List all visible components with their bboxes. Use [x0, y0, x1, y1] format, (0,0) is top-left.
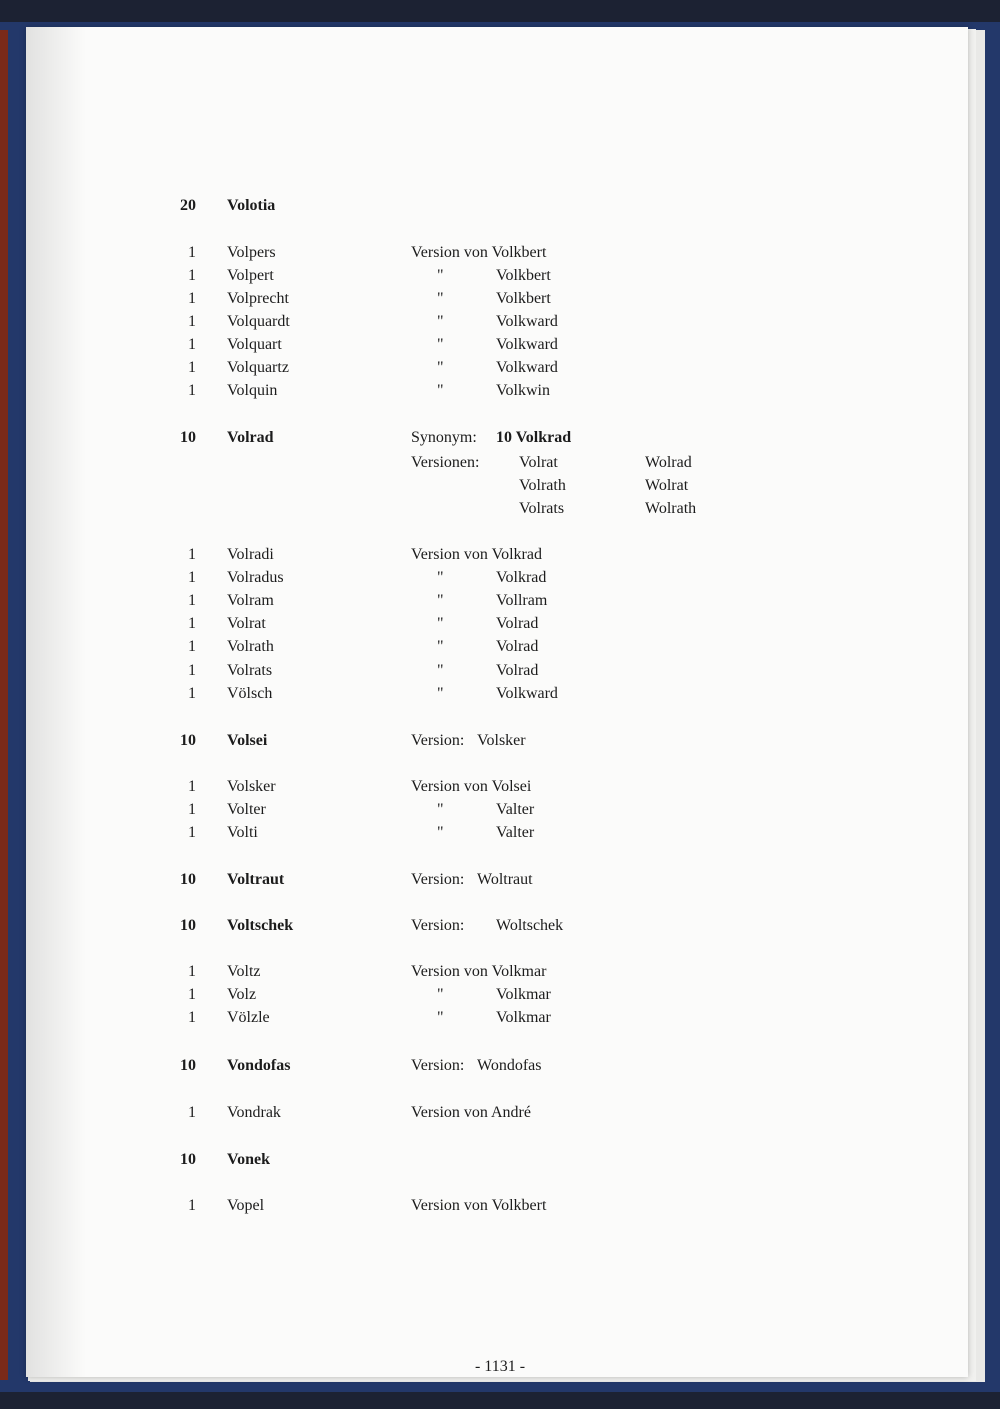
versions-row — [0, 476, 1000, 498]
entry-name: Volsker — [227, 778, 276, 795]
entry-count: 1 — [188, 546, 196, 563]
entry-description: Version von Volkmar — [411, 963, 547, 980]
synonym-label: Synonym: — [411, 429, 477, 446]
versions-row — [0, 499, 1000, 521]
entry-row — [0, 1103, 1000, 1125]
version-name: Wolrat — [645, 477, 689, 494]
versions-label: Versionen: — [411, 454, 480, 471]
entry-row — [0, 731, 1000, 753]
ditto-mark: " — [437, 569, 444, 586]
version-name: Wolrad — [645, 454, 692, 471]
entry-row — [0, 381, 1000, 403]
entry-count: 1 — [188, 267, 196, 284]
entry-count: 1 — [188, 1104, 196, 1121]
ditto-mark: " — [437, 592, 444, 609]
ditto-mark: " — [437, 638, 444, 655]
entry-count: 1 — [188, 244, 196, 261]
version-name: Wolrath — [645, 500, 697, 517]
version-name: Volrat — [519, 454, 558, 471]
entry-name: Voltz — [227, 963, 261, 980]
entry-count: 10 — [180, 732, 196, 749]
entry-reference: Volkwin — [496, 382, 550, 399]
entry-row — [0, 545, 1000, 567]
ditto-mark: " — [437, 801, 444, 818]
entry-count: 1 — [188, 569, 196, 586]
ditto-mark: " — [437, 336, 444, 353]
entry-count: 1 — [188, 986, 196, 1003]
entry-name: Volotia — [227, 197, 276, 214]
entry-reference: Woltraut — [477, 871, 533, 888]
entry-count: 10 — [180, 1057, 196, 1074]
entry-row — [0, 335, 1000, 357]
entry-row — [0, 568, 1000, 590]
entry-count: 1 — [188, 359, 196, 376]
entry-row — [0, 637, 1000, 659]
entry-name: Vonek — [227, 1151, 270, 1168]
entry-count: 1 — [188, 638, 196, 655]
entry-row — [0, 777, 1000, 799]
entry-reference: Volkrad — [496, 569, 547, 586]
entry-reference: Volkward — [496, 313, 558, 330]
entry-description: Version von Volkrad — [411, 546, 542, 563]
entry-count: 1 — [188, 336, 196, 353]
entry-name: Volpert — [227, 267, 274, 284]
entry-row — [0, 916, 1000, 938]
entry-row — [0, 823, 1000, 845]
entry-row — [0, 962, 1000, 984]
entry-count: 1 — [188, 290, 196, 307]
page-number: - 1131 - — [474, 1358, 526, 1375]
entry-name: Völsch — [227, 685, 273, 702]
versions-row — [0, 453, 1000, 475]
entry-row — [0, 800, 1000, 822]
entry-reference: Volkmar — [496, 1009, 551, 1026]
ditto-mark: " — [437, 290, 444, 307]
entry-count: 1 — [188, 1197, 196, 1214]
entry-reference: Valter — [496, 824, 535, 841]
entry-row — [0, 591, 1000, 613]
version-label: Version: — [411, 1057, 465, 1074]
entry-count: 1 — [188, 685, 196, 702]
entry-row — [0, 358, 1000, 380]
entry-name: Volquart — [227, 336, 282, 353]
entry-count: 10 — [180, 871, 196, 888]
entry-row — [0, 289, 1000, 311]
entry-row — [0, 312, 1000, 334]
entry-name: Volradi — [227, 546, 274, 563]
entry-name: Vondrak — [227, 1104, 281, 1121]
entry-description: Version von André — [411, 1104, 531, 1121]
entry-reference: Wondofas — [477, 1057, 542, 1074]
entry-count: 1 — [188, 313, 196, 330]
entry-row — [0, 243, 1000, 265]
entry-count: 1 — [188, 824, 196, 841]
ditto-mark: " — [437, 382, 444, 399]
entry-reference: Woltschek — [496, 917, 564, 934]
entry-description: Version von Volkbert — [411, 1197, 547, 1214]
entry-count: 1 — [188, 382, 196, 399]
entry-name: Vopel — [227, 1197, 265, 1214]
entry-row — [0, 428, 1000, 450]
entry-reference: Volkbert — [496, 290, 551, 307]
entry-row — [0, 1150, 1000, 1172]
entry-row — [0, 614, 1000, 636]
entry-reference: Volkward — [496, 336, 558, 353]
version-label: Version: — [411, 871, 465, 888]
entry-count: 1 — [188, 778, 196, 795]
entry-count: 1 — [188, 662, 196, 679]
entry-name: Volter — [227, 801, 266, 818]
entry-name: Vondofas — [227, 1057, 291, 1074]
entry-name: Volsei — [227, 732, 268, 749]
entry-count: 1 — [188, 801, 196, 818]
entry-row — [0, 1056, 1000, 1078]
entry-reference: Volsker — [477, 732, 526, 749]
ditto-mark: " — [437, 615, 444, 632]
entry-reference: Volkward — [496, 685, 558, 702]
version-label: Version: — [411, 917, 465, 934]
synonym-value: 10 Volkrad — [496, 429, 572, 446]
entry-name: Volradus — [227, 569, 284, 586]
entry-reference: Volkmar — [496, 986, 551, 1003]
entry-name: Voltschek — [227, 917, 294, 934]
entry-row — [0, 661, 1000, 683]
version-name: Volrath — [519, 477, 566, 494]
entry-count: 1 — [188, 1009, 196, 1026]
ditto-mark: " — [437, 824, 444, 841]
ditto-mark: " — [437, 685, 444, 702]
entry-row — [0, 870, 1000, 892]
entry-name: Volquin — [227, 382, 278, 399]
entry-reference: Valter — [496, 801, 535, 818]
entry-count: 10 — [180, 1151, 196, 1168]
entry-count: 1 — [188, 615, 196, 632]
ditto-mark: " — [437, 986, 444, 1003]
entry-reference: Volrad — [496, 638, 539, 655]
version-label: Version: — [411, 732, 465, 749]
entry-reference: Volrad — [496, 615, 539, 632]
ditto-mark: " — [437, 359, 444, 376]
entry-name: Volrad — [227, 429, 274, 446]
entry-name: Volprecht — [227, 290, 289, 307]
entry-count: 20 — [180, 197, 196, 214]
entry-name: Volquartz — [227, 359, 289, 376]
entry-row — [0, 196, 1000, 218]
entry-reference: Volkward — [496, 359, 558, 376]
entry-name: Volquardt — [227, 313, 290, 330]
entry-name: Volti — [227, 824, 258, 841]
entry-row — [0, 1008, 1000, 1030]
entry-name: Volrat — [227, 615, 266, 632]
entry-row — [0, 1196, 1000, 1218]
entry-name: Volram — [227, 592, 274, 609]
entry-count: 10 — [180, 917, 196, 934]
ditto-mark: " — [437, 662, 444, 679]
entry-row — [0, 266, 1000, 288]
entry-reference: Vollram — [496, 592, 548, 609]
entry-description: Version von Volkbert — [411, 244, 547, 261]
ditto-mark: " — [437, 1009, 444, 1026]
ditto-mark: " — [437, 267, 444, 284]
entry-name: Völzle — [227, 1009, 270, 1026]
entry-row — [0, 684, 1000, 706]
entry-description: Version von Volsei — [411, 778, 532, 795]
entry-name: Volpers — [227, 244, 276, 261]
ditto-mark: " — [437, 313, 444, 330]
entry-name: Volrats — [227, 662, 273, 679]
entry-name: Volz — [227, 986, 257, 1003]
entry-reference: Volkbert — [496, 267, 551, 284]
entry-name: Volrath — [227, 638, 274, 655]
entry-count: 1 — [188, 592, 196, 609]
entry-count: 10 — [180, 429, 196, 446]
entry-row — [0, 985, 1000, 1007]
entry-name: Voltraut — [227, 871, 285, 888]
version-name: Volrats — [519, 500, 565, 517]
entry-count: 1 — [188, 963, 196, 980]
entry-reference: Volrad — [496, 662, 539, 679]
